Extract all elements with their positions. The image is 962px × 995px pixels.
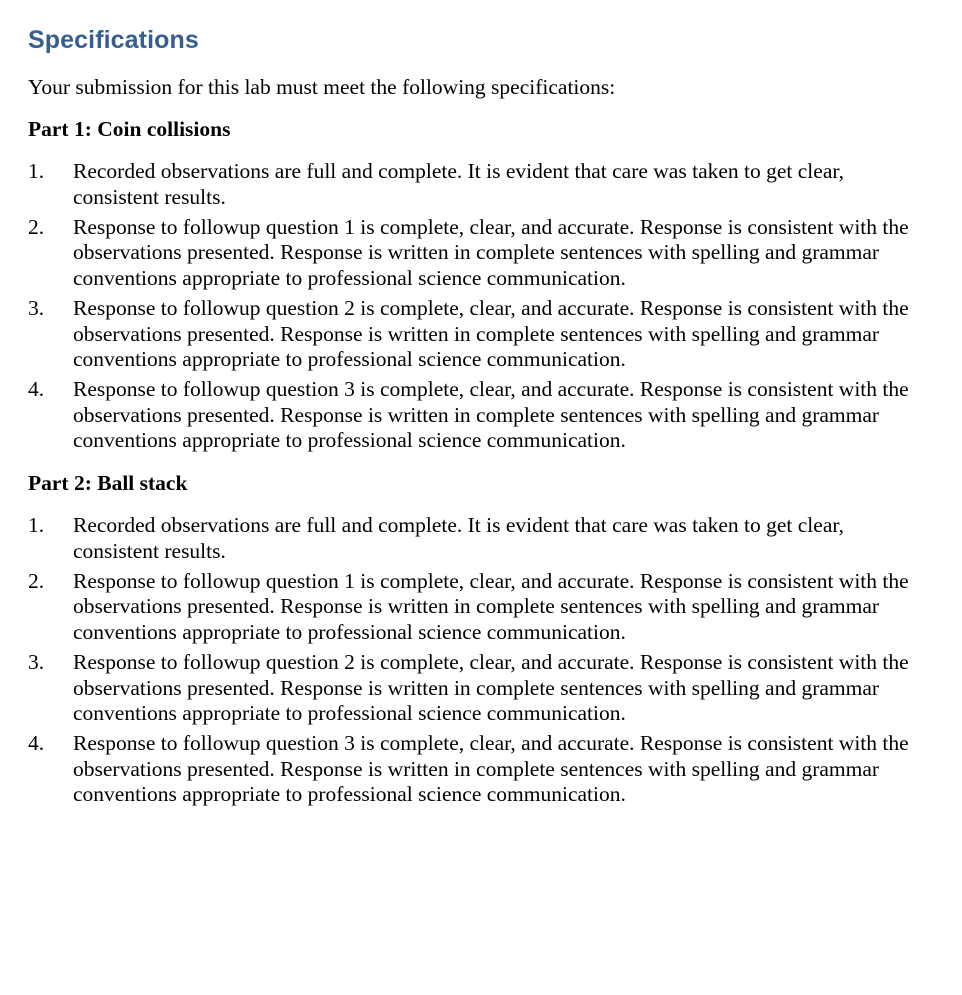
part-2-title: Part 2: Ball stack xyxy=(28,471,188,496)
spec-item xyxy=(28,377,928,454)
spec-item-number: 3. xyxy=(28,295,45,320)
spec-item-text: Response to followup question 3 is complete, clear, and accurate. Response is consistent with the observations presented. Response is written in complete sentences with spelling and grammar conventions appropriate to professional science communication. xyxy=(73,377,909,453)
spec-item-number: 4. xyxy=(28,377,45,402)
spec-item-text: Recorded observations are full and complete. It is evident that care was taken to get clear, consistent results. xyxy=(73,159,845,209)
spec-item-number: 4. xyxy=(28,731,45,756)
spec-item-text: Response to followup question 2 is complete, clear, and accurate. Response is consistent with the observations presented. Response is written in complete sentences with spelling and grammar conventions appropriate to professional science communication. xyxy=(73,650,909,726)
spec-item xyxy=(28,513,928,564)
intro-paragraph: Your submission for this lab must meet the following specifications: xyxy=(28,75,616,99)
spec-item-number: 1. xyxy=(28,513,45,538)
spec-item-text: Recorded observations are full and complete. It is evident that care was taken to get clear, consistent results. xyxy=(73,513,845,563)
part-1-spec-list xyxy=(28,159,928,454)
spec-item xyxy=(28,296,928,373)
spec-item-text: Response to followup question 3 is complete, clear, and accurate. Response is consistent with the observations presented. Response is written in complete sentences with spelling and grammar conventions appropriate to professional science communication. xyxy=(73,731,909,807)
spec-item-number: 2. xyxy=(28,214,45,239)
spec-item-number: 3. xyxy=(28,650,45,674)
spec-item xyxy=(28,159,928,210)
spec-item-text: Response to followup question 2 is complete, clear, and accurate. Response is consistent with the observations presented. Response is written in complete sentences with spelling and grammar conventions appropriate to professional science communication. xyxy=(73,295,909,372)
part-1-title: Part 1: Coin collisions xyxy=(28,117,231,141)
spec-item xyxy=(28,650,928,727)
part-2-section xyxy=(28,470,928,808)
spec-item-number: 2. xyxy=(28,568,45,593)
spec-item xyxy=(28,569,928,646)
spec-item-text: Response to followup question 1 is complete, clear, and accurate. Response is consistent with the observations presented. Response is written in complete sentences with spelling and grammar conventions appropriate to professional science communication. xyxy=(73,568,909,644)
part-1-section xyxy=(28,116,928,454)
spec-item-number: 1. xyxy=(28,159,45,183)
spec-item-text: Response to followup question 1 is complete, clear, and accurate. Response is consistent with the observations presented. Response is written in complete sentences with spelling and grammar conventions appropriate to professional science communication. xyxy=(73,214,909,290)
spec-item xyxy=(28,731,928,808)
document-body xyxy=(28,0,928,813)
part-2-spec-list xyxy=(28,513,928,808)
section-heading: Specifications xyxy=(28,26,199,54)
spec-item xyxy=(28,215,928,292)
